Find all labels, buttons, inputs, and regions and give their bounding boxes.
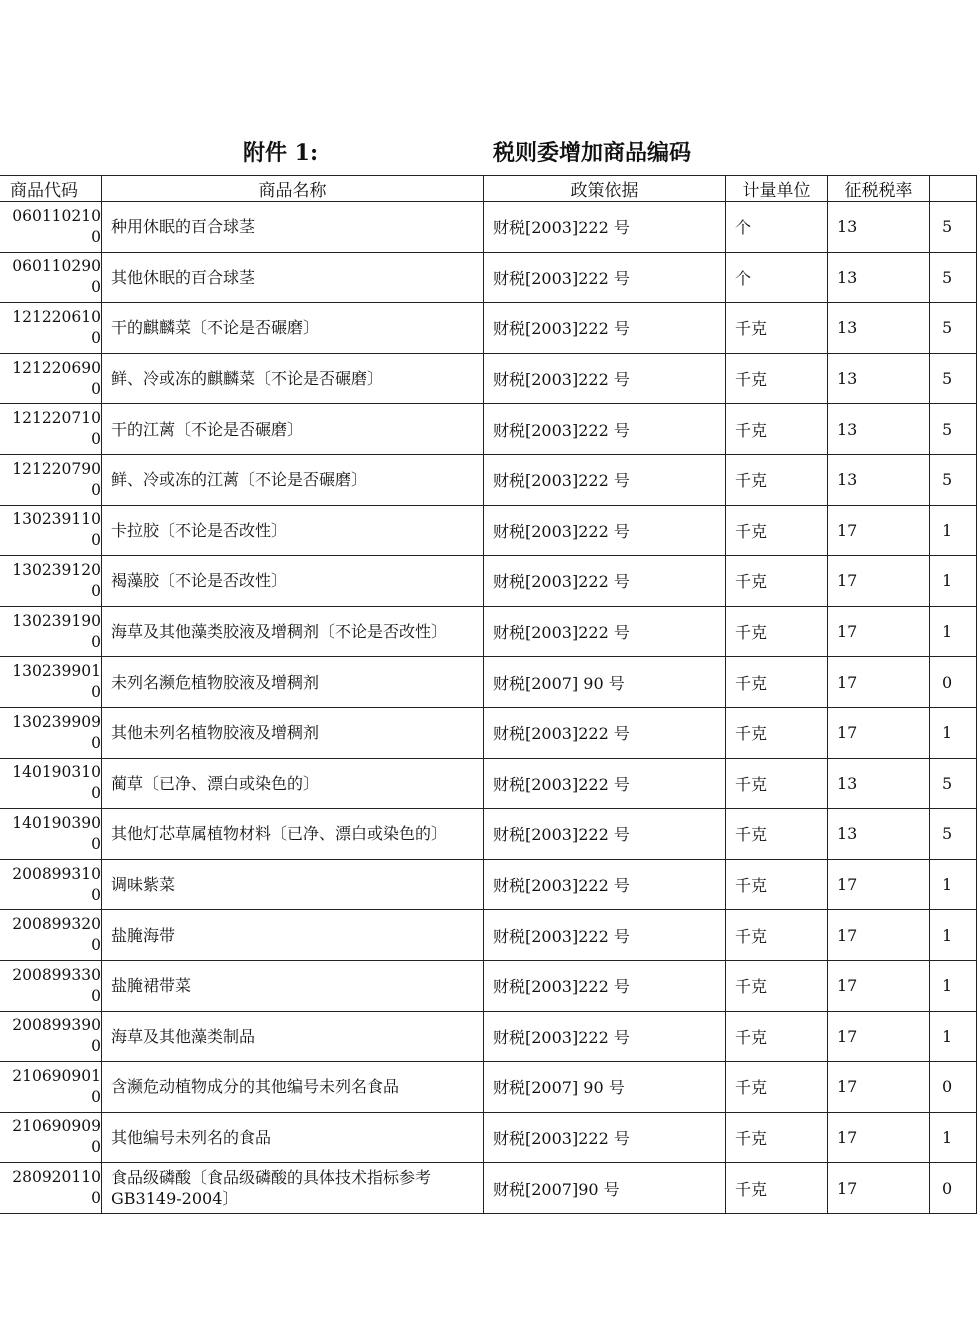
cell-rate: 17 bbox=[828, 960, 930, 1011]
cell-extra: 1 bbox=[930, 707, 977, 758]
code-line-2: 0 bbox=[91, 1138, 101, 1157]
cell-name: 鲜、冷或冻的麒麟菜〔不论是否碾磨〕 bbox=[102, 353, 484, 404]
table-row bbox=[0, 606, 977, 657]
table-row bbox=[0, 1163, 977, 1214]
cell-basis: 财税[2007]90 号 bbox=[484, 1163, 726, 1214]
table-body bbox=[0, 202, 977, 1214]
code-line-1: 140190390 bbox=[12, 813, 101, 832]
cell-name: 其他未列名植物胶液及增稠剂 bbox=[102, 707, 484, 758]
table-row bbox=[0, 556, 977, 607]
cell-basis: 财税[2003]222 号 bbox=[484, 556, 726, 607]
code-line-2: 0 bbox=[91, 1087, 101, 1106]
table-row bbox=[0, 1112, 977, 1163]
cell-code bbox=[0, 1011, 102, 1062]
table-row bbox=[0, 1062, 977, 1113]
cell-unit: 千克 bbox=[726, 606, 828, 657]
cell-unit: 千克 bbox=[726, 758, 828, 809]
code-line-1: 200899320 bbox=[12, 915, 101, 934]
cell-basis: 财税[2003]222 号 bbox=[484, 960, 726, 1011]
cell-rate: 17 bbox=[828, 606, 930, 657]
cell-code bbox=[0, 859, 102, 910]
code-line-1: 121220610 bbox=[12, 307, 101, 326]
cell-name: 其他编号未列名的食品 bbox=[102, 1112, 484, 1163]
cell-rate: 13 bbox=[828, 758, 930, 809]
code-line-2: 0 bbox=[91, 480, 101, 499]
code-line-1: 121220710 bbox=[12, 409, 101, 428]
code-line-1: 060110290 bbox=[12, 257, 101, 276]
code-line-2: 0 bbox=[91, 379, 101, 398]
cell-rate: 17 bbox=[828, 910, 930, 961]
code-line-2: 0 bbox=[91, 885, 101, 904]
code-line-1: 130239120 bbox=[12, 560, 101, 579]
cell-extra: 5 bbox=[930, 404, 977, 455]
cell-name: 盐腌海带 bbox=[102, 910, 484, 961]
header-unit: 计量单位 bbox=[726, 176, 828, 202]
cell-code bbox=[0, 758, 102, 809]
cell-unit: 千克 bbox=[726, 910, 828, 961]
table-row bbox=[0, 303, 977, 354]
cell-code bbox=[0, 303, 102, 354]
cell-unit: 千克 bbox=[726, 707, 828, 758]
cell-extra: 0 bbox=[930, 1062, 977, 1113]
cell-name: 干的麒麟菜〔不论是否碾磨〕 bbox=[102, 303, 484, 354]
code-line-1: 210690909 bbox=[12, 1117, 101, 1136]
header-extra bbox=[930, 176, 977, 202]
cell-rate: 13 bbox=[828, 303, 930, 354]
cell-basis: 财税[2007] 90 号 bbox=[484, 657, 726, 708]
table-row bbox=[0, 758, 977, 809]
cell-basis: 财税[2003]222 号 bbox=[484, 809, 726, 860]
cell-unit: 千克 bbox=[726, 353, 828, 404]
cell-unit: 千克 bbox=[726, 657, 828, 708]
cell-basis: 财税[2003]222 号 bbox=[484, 404, 726, 455]
cell-code bbox=[0, 657, 102, 708]
cell-code bbox=[0, 556, 102, 607]
cell-extra: 5 bbox=[930, 202, 977, 253]
cell-name: 其他灯芯草属植物材料〔已净、漂白或染色的〕 bbox=[102, 809, 484, 860]
cell-unit: 个 bbox=[726, 202, 828, 253]
cell-name: 褐藻胶〔不论是否改性〕 bbox=[102, 556, 484, 607]
cell-rate: 13 bbox=[828, 202, 930, 253]
cell-basis: 财税[2003]222 号 bbox=[484, 606, 726, 657]
table-row bbox=[0, 1011, 977, 1062]
cell-name: 含濒危动植物成分的其他编号未列名食品 bbox=[102, 1062, 484, 1113]
code-line-1: 130239901 bbox=[12, 662, 101, 681]
cell-rate: 13 bbox=[828, 809, 930, 860]
code-line-2: 0 bbox=[91, 936, 101, 955]
cell-name: 干的江蓠〔不论是否碾磨〕 bbox=[102, 404, 484, 455]
cell-name: 调味紫菜 bbox=[102, 859, 484, 910]
table-row bbox=[0, 859, 977, 910]
code-line-2: 0 bbox=[91, 733, 101, 752]
cell-extra: 5 bbox=[930, 252, 977, 303]
table-row bbox=[0, 404, 977, 455]
cell-extra: 1 bbox=[930, 1011, 977, 1062]
tax-code-table bbox=[0, 175, 977, 1214]
cell-code bbox=[0, 960, 102, 1011]
table-header-row bbox=[0, 176, 977, 202]
cell-code bbox=[0, 1062, 102, 1113]
cell-extra: 1 bbox=[930, 1112, 977, 1163]
code-line-2: 0 bbox=[91, 328, 101, 347]
cell-extra: 1 bbox=[930, 505, 977, 556]
table-row bbox=[0, 353, 977, 404]
table-row bbox=[0, 505, 977, 556]
cell-basis: 财税[2003]222 号 bbox=[484, 353, 726, 404]
cell-unit: 千克 bbox=[726, 1062, 828, 1113]
cell-name: 海草及其他藻类胶液及增稠剂〔不论是否改性〕 bbox=[102, 606, 484, 657]
table-row bbox=[0, 910, 977, 961]
cell-rate: 13 bbox=[828, 353, 930, 404]
cell-name: 盐腌裙带菜 bbox=[102, 960, 484, 1011]
cell-basis: 财税[2003]222 号 bbox=[484, 758, 726, 809]
code-line-2: 0 bbox=[91, 683, 101, 702]
code-line-1: 121220690 bbox=[12, 358, 101, 377]
cell-extra: 5 bbox=[930, 353, 977, 404]
cell-basis: 财税[2003]222 号 bbox=[484, 910, 726, 961]
cell-rate: 17 bbox=[828, 707, 930, 758]
cell-extra: 1 bbox=[930, 606, 977, 657]
cell-code bbox=[0, 1112, 102, 1163]
code-line-2: 0 bbox=[91, 1037, 101, 1056]
cell-rate: 13 bbox=[828, 454, 930, 505]
code-line-1: 060110210 bbox=[12, 206, 101, 225]
cell-extra: 5 bbox=[930, 809, 977, 860]
code-line-1: 280920110 bbox=[12, 1168, 101, 1187]
code-line-1: 200899310 bbox=[12, 864, 101, 883]
cell-unit: 千克 bbox=[726, 809, 828, 860]
header-basis: 政策依据 bbox=[484, 176, 726, 202]
cell-rate: 17 bbox=[828, 1062, 930, 1113]
cell-rate: 17 bbox=[828, 657, 930, 708]
cell-basis: 财税[2003]222 号 bbox=[484, 252, 726, 303]
cell-code bbox=[0, 353, 102, 404]
cell-code bbox=[0, 707, 102, 758]
cell-basis: 财税[2003]222 号 bbox=[484, 707, 726, 758]
table-row bbox=[0, 657, 977, 708]
cell-code bbox=[0, 910, 102, 961]
cell-basis: 财税[2003]222 号 bbox=[484, 859, 726, 910]
code-line-2: 0 bbox=[91, 581, 101, 600]
table-row bbox=[0, 202, 977, 253]
cell-extra: 0 bbox=[930, 657, 977, 708]
cell-extra: 1 bbox=[930, 859, 977, 910]
cell-basis: 财税[2003]222 号 bbox=[484, 454, 726, 505]
cell-basis: 财税[2003]222 号 bbox=[484, 1112, 726, 1163]
cell-extra: 1 bbox=[930, 960, 977, 1011]
table-row bbox=[0, 707, 977, 758]
cell-rate: 17 bbox=[828, 1163, 930, 1214]
cell-extra: 1 bbox=[930, 556, 977, 607]
cell-unit: 千克 bbox=[726, 505, 828, 556]
code-line-1: 130239110 bbox=[12, 510, 101, 529]
cell-code bbox=[0, 202, 102, 253]
cell-name: 鲜、冷或冻的江蓠〔不论是否碾磨〕 bbox=[102, 454, 484, 505]
cell-extra: 1 bbox=[930, 910, 977, 961]
code-line-1: 130239190 bbox=[12, 611, 101, 630]
cell-rate: 17 bbox=[828, 1011, 930, 1062]
page-title-prefix: 附件 1: bbox=[243, 140, 319, 166]
cell-extra: 0 bbox=[930, 1163, 977, 1214]
code-line-2: 0 bbox=[91, 986, 101, 1005]
cell-name: 海草及其他藻类制品 bbox=[102, 1011, 484, 1062]
code-line-1: 121220790 bbox=[12, 459, 101, 478]
cell-basis: 财税[2003]222 号 bbox=[484, 505, 726, 556]
header-name: 商品名称 bbox=[102, 176, 484, 202]
cell-basis: 财税[2007] 90 号 bbox=[484, 1062, 726, 1113]
cell-basis: 财税[2003]222 号 bbox=[484, 1011, 726, 1062]
code-line-1: 140190310 bbox=[12, 763, 101, 782]
cell-name: 食品级磷酸〔食品级磷酸的具体技术指标参考 GB3149-2004〕 bbox=[102, 1163, 484, 1214]
cell-name: 蔺草〔已净、漂白或染色的〕 bbox=[102, 758, 484, 809]
cell-name: 其他休眠的百合球茎 bbox=[102, 252, 484, 303]
header-code: 商品代码 bbox=[0, 176, 102, 202]
code-line-2: 0 bbox=[91, 278, 101, 297]
table-row bbox=[0, 252, 977, 303]
cell-extra: 5 bbox=[930, 758, 977, 809]
cell-extra: 5 bbox=[930, 303, 977, 354]
cell-unit: 千克 bbox=[726, 859, 828, 910]
code-line-1: 210690901 bbox=[12, 1066, 101, 1085]
cell-basis: 财税[2003]222 号 bbox=[484, 303, 726, 354]
table-row bbox=[0, 809, 977, 860]
cell-unit: 千克 bbox=[726, 1011, 828, 1062]
code-line-2: 0 bbox=[91, 531, 101, 550]
cell-unit: 千克 bbox=[726, 454, 828, 505]
cell-code bbox=[0, 404, 102, 455]
cell-code bbox=[0, 505, 102, 556]
code-line-2: 0 bbox=[91, 1189, 101, 1208]
cell-name: 种用休眠的百合球茎 bbox=[102, 202, 484, 253]
cell-unit: 千克 bbox=[726, 1163, 828, 1214]
code-line-1: 130239909 bbox=[12, 712, 101, 731]
cell-rate: 17 bbox=[828, 1112, 930, 1163]
cell-rate: 13 bbox=[828, 404, 930, 455]
cell-code bbox=[0, 454, 102, 505]
cell-code bbox=[0, 809, 102, 860]
cell-unit: 个 bbox=[726, 252, 828, 303]
cell-rate: 17 bbox=[828, 556, 930, 607]
cell-extra: 5 bbox=[930, 454, 977, 505]
cell-rate: 17 bbox=[828, 859, 930, 910]
cell-code bbox=[0, 252, 102, 303]
table-row bbox=[0, 960, 977, 1011]
page-title: 税则委增加商品编码 bbox=[493, 140, 692, 166]
cell-unit: 千克 bbox=[726, 556, 828, 607]
cell-unit: 千克 bbox=[726, 960, 828, 1011]
cell-name: 卡拉胶〔不论是否改性〕 bbox=[102, 505, 484, 556]
cell-unit: 千克 bbox=[726, 303, 828, 354]
cell-unit: 千克 bbox=[726, 1112, 828, 1163]
code-line-2: 0 bbox=[91, 632, 101, 651]
table-row bbox=[0, 454, 977, 505]
cell-basis: 财税[2003]222 号 bbox=[484, 202, 726, 253]
code-line-2: 0 bbox=[91, 834, 101, 853]
code-line-2: 0 bbox=[91, 784, 101, 803]
code-line-1: 200899330 bbox=[12, 965, 101, 984]
code-line-2: 0 bbox=[91, 430, 101, 449]
cell-name: 未列名濒危植物胶液及增稠剂 bbox=[102, 657, 484, 708]
cell-unit: 千克 bbox=[726, 404, 828, 455]
cell-rate: 17 bbox=[828, 505, 930, 556]
cell-code bbox=[0, 606, 102, 657]
code-line-2: 0 bbox=[91, 227, 101, 246]
cell-code bbox=[0, 1163, 102, 1214]
code-line-1: 200899390 bbox=[12, 1016, 101, 1035]
cell-rate: 13 bbox=[828, 252, 930, 303]
header-rate: 征税税率 bbox=[828, 176, 930, 202]
